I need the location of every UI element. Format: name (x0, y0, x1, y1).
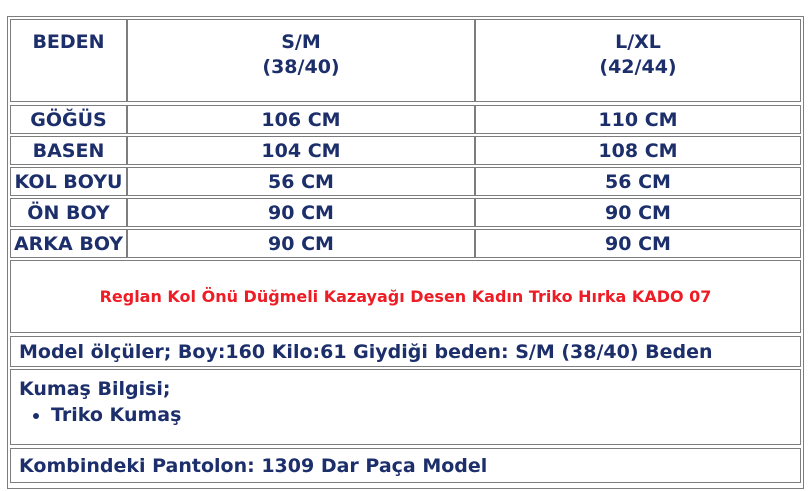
row-arka-boy-lxl: 90 CM (475, 229, 801, 258)
header-beden (10, 19, 127, 102)
product-title-cell (10, 260, 801, 333)
size-chart (7, 16, 804, 489)
header-size-lxl (475, 19, 801, 102)
fabric-item: • Triko Kumaş (51, 402, 800, 428)
size-lxl-name: L/XL (615, 31, 661, 53)
row-kol-boyu-lxl: 56 CM (475, 167, 801, 196)
row-label-kol-boyu: KOL BOYU (10, 167, 127, 196)
product-title: Reglan Kol Önü Düğmeli Kazayağı Desen Kadın Triko Hırka KADO 07 (99, 287, 712, 306)
row-label-gogus: GÖĞÜS (10, 105, 127, 134)
model-info-text: Model ölçüler; Boy:160 Kilo:61 Giydiği beden: S/M (38/40) Beden (19, 340, 713, 363)
fabric-info (10, 369, 801, 445)
row-gogus-sm: 106 CM (127, 105, 475, 134)
combination-text: Kombindeki Pantolon: 1309 Dar Paça Model (19, 454, 488, 477)
row-label-arka-boy: ARKA BOY (10, 229, 127, 258)
combination-info (10, 448, 801, 483)
row-kol-boyu-sm: 56 CM (127, 167, 475, 196)
row-basen-sm: 104 CM (127, 136, 475, 165)
fabric-list (19, 402, 800, 428)
row-on-boy-lxl: 90 CM (475, 198, 801, 227)
row-label-basen: BASEN (10, 136, 127, 165)
fabric-heading: Kumaş Bilgisi; (19, 378, 171, 400)
row-gogus-lxl: 110 CM (475, 105, 801, 134)
row-on-boy-sm: 90 CM (127, 198, 475, 227)
size-sm-name: S/M (281, 31, 321, 53)
size-sm-range: (38/40) (262, 56, 340, 78)
row-label-on-boy: ÖN BOY (10, 198, 127, 227)
row-arka-boy-sm: 90 CM (127, 229, 475, 258)
header-size-sm (127, 19, 475, 102)
size-lxl-range: (42/44) (599, 56, 677, 78)
header-beden-label: BEDEN (32, 31, 105, 53)
row-basen-lxl: 108 CM (475, 136, 801, 165)
model-info (10, 336, 801, 367)
